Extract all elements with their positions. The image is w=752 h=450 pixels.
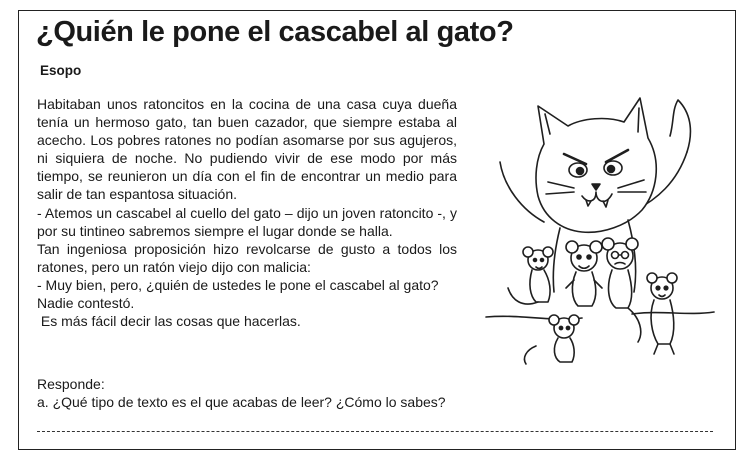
author-name: Esopo bbox=[40, 63, 82, 78]
activity-section bbox=[37, 375, 446, 411]
page-title: ¿Quién le pone el cascabel al gato? bbox=[36, 16, 514, 48]
cat-and-mice-illustration bbox=[482, 92, 717, 370]
story-paragraph-4: - Muy bien, pero, ¿quién de ustedes le pone el cascabel al gato? bbox=[37, 276, 439, 293]
story-text bbox=[37, 95, 457, 330]
question-a: a. ¿Qué tipo de texto es el que acabas de leer? ¿Cómo lo sabes? bbox=[37, 394, 446, 411]
story-moral: Es más fácil decir las cosas que hacerlas. bbox=[37, 313, 301, 330]
activity-heading: Responde: bbox=[37, 376, 105, 392]
story-paragraph-1: Habitaban unos ratoncitos en la cocina de una casa cuya dueña tenía un hermoso gato, tan buen cazador, que siempre estaba al acecho. Los pobres ratones no podían asomarse por sus agujeros, ni siquiera de noche. No pudiendo vivir de ese modo por más tiempo, se reunieron un día con el fin de encontrar un medio para salir de tan espantosa situación. bbox=[37, 96, 457, 203]
story-paragraph-2: - Atemos un cascabel al cuello del gato – dijo un joven ratoncito -, y por su tintineo sabremos siempre el lugar donde se halla. bbox=[37, 204, 457, 239]
answer-line[interactable] bbox=[37, 431, 713, 432]
story-paragraph-5: Nadie contestó. bbox=[37, 295, 135, 312]
story-paragraph-3: Tan ingeniosa proposición hizo revolcarse de gusto a todos los ratones, pero un ratón viejo dijo con malicia: bbox=[37, 240, 457, 275]
